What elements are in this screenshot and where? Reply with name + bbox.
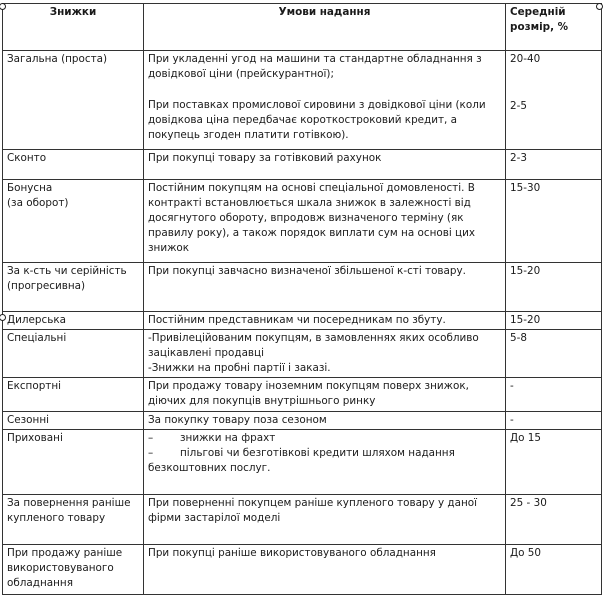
table-row <box>3 495 602 545</box>
discount-conditions: При поверненні покупцем раніше купленого товару у даної фірми застарілої моделі <box>144 495 506 545</box>
table-row <box>3 312 602 330</box>
discount-conditions: При покупці раніше використовуваного обладнання <box>144 545 506 595</box>
discount-size: 15-20 <box>506 263 602 312</box>
table-row <box>3 378 602 412</box>
discount-name: За повернення раніше купленого товару <box>3 495 144 545</box>
discount-name: При продажу раніше використовуваного обладнання <box>3 545 144 595</box>
discount-size: До 50 <box>506 545 602 595</box>
discount-conditions: За покупку товару поза сезоном <box>144 412 506 430</box>
discounts-table <box>2 3 602 595</box>
discount-size: 15-20 <box>506 312 602 330</box>
discount-size: 2-3 <box>506 150 602 180</box>
discount-size: До 15 <box>506 430 602 495</box>
table-row <box>3 430 602 495</box>
header-conditions: Умови надання <box>144 4 506 51</box>
discount-size: 25 - 30 <box>506 495 602 545</box>
discount-name: Сезонні <box>3 412 144 430</box>
discount-name: За к-сть чи серійність (прогресивна) <box>3 263 144 312</box>
discount-name: Бонусна (за оборот) <box>3 180 144 263</box>
discount-name: Дилерська <box>3 312 144 330</box>
discount-size: 5-8 <box>506 330 602 378</box>
discount-conditions: При укладенні угод на машини та стандартне обладнання з довідкової ціни (прейскурантної); При поставках промислової сировини з довідкової ціни (коли довідкова ціна передбачає короткостроковий кредит, а покупець згоден платити готівкою). <box>144 51 506 150</box>
table-row <box>3 150 602 180</box>
discount-name: Загальна (проста) <box>3 51 144 150</box>
discount-name: Спеціальні <box>3 330 144 378</box>
discount-conditions: -Привілеційованим покупцям, в замовленнях яких особливо зацікавлені продавці -Знижки на пробні партії і заказі. <box>144 330 506 378</box>
header-discounts: Знижки <box>3 4 144 51</box>
discount-size: 15-30 <box>506 180 602 263</box>
discount-name: Сконто <box>3 150 144 180</box>
discount-conditions: Постійним представникам чи посередникам по збуту. <box>144 312 506 330</box>
table-row <box>3 51 602 150</box>
table-row <box>3 545 602 595</box>
discount-size: 20-40 2-5 <box>506 51 602 150</box>
table-row <box>3 330 602 378</box>
table-header-row <box>3 4 602 51</box>
discount-conditions: При продажу товару іноземним покупцям поверх знижок, діючих для покупців внутрішнього ринку <box>144 378 506 412</box>
discount-size: - <box>506 378 602 412</box>
table-row <box>3 180 602 263</box>
discount-conditions: При покупці товару за готівковий рахунок <box>144 150 506 180</box>
discount-name: Приховані <box>3 430 144 495</box>
discount-conditions: – знижки на фрахт – пільгові чи безготівкові кредити шляхом надання безкоштовних послуг. <box>144 430 506 495</box>
table-row <box>3 263 602 312</box>
table-row <box>3 412 602 430</box>
header-average-size: Середній розмір, % <box>506 4 602 51</box>
discount-size: - <box>506 412 602 430</box>
discount-conditions: Постійним покупцям на основі спеціальної домовленості. В контракті встановлюється шкала знижок в залежності від досягнутого обороту, впродовж визначеного терміну (як правилу року), а також порядок виплати сум на основі цих знижок <box>144 180 506 263</box>
discount-conditions: При покупці завчасно визначеної збільшеної к-сті товару. <box>144 263 506 312</box>
discount-name: Експортні <box>3 378 144 412</box>
resize-handle-top-right[interactable] <box>596 3 603 10</box>
